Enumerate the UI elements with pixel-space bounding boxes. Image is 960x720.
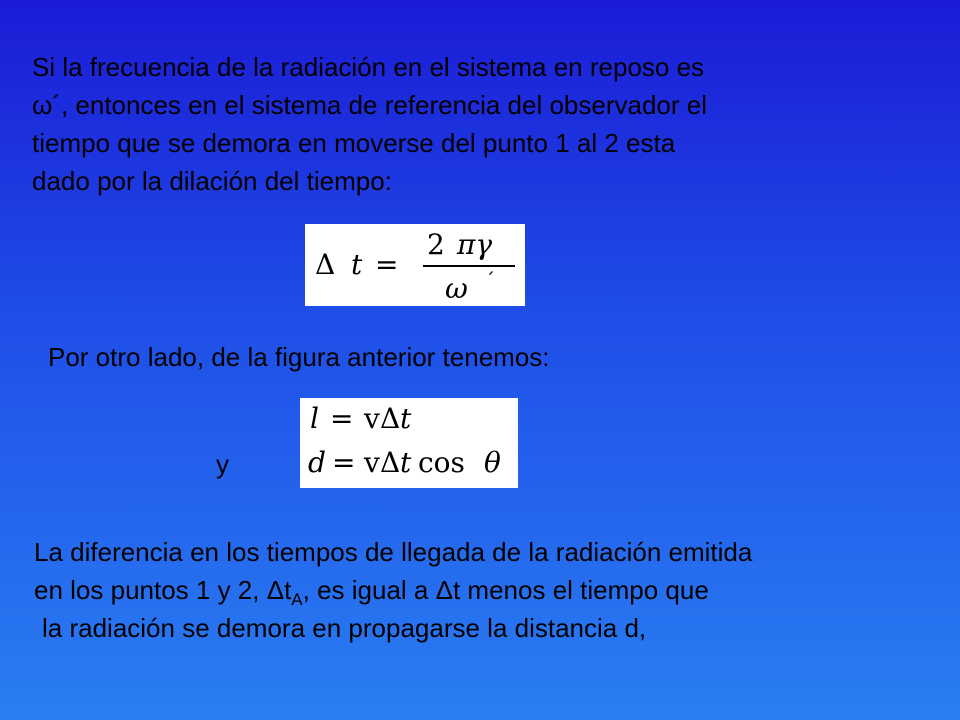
eq2-d-cos: cos (418, 446, 465, 479)
eq1-numerator-two: 2 (427, 228, 445, 261)
arrival-line-2-start: en los puntos 1 y 2, Δt (34, 575, 292, 605)
distance-equations (300, 398, 518, 488)
eq2-d-t: t (400, 446, 412, 479)
eq2-l-v: v (364, 402, 380, 435)
conjunction-label: y (216, 449, 229, 479)
time-dilation-equation (305, 224, 525, 306)
arrival-line-1: La diferencia en los tiempos de llegada de la radiación emitida (34, 537, 753, 567)
eq1-t: t (351, 248, 363, 281)
eq2-l-t: t (400, 402, 412, 435)
intro-line-3: tiempo que se demora en moverse del punto 1 al 2 esta (32, 128, 676, 158)
arrival-line-2-end: , es igual a Δt menos el tiempo que (302, 575, 709, 605)
eq1-equals: = (375, 248, 399, 281)
arrival-line-2-subscript: A (291, 590, 303, 609)
eq1-numerator-pi-gamma: πγ (457, 228, 493, 261)
eq2-l-equals: = (330, 402, 354, 435)
intro-paragraph (32, 48, 707, 200)
arrival-time-paragraph (34, 533, 752, 647)
eq2-l: l (310, 402, 319, 435)
eq1-denominator-omega: ω (445, 272, 468, 305)
eq2-d-equals: = (332, 446, 356, 479)
eq2-d: d (308, 446, 326, 479)
eq1-delta: Δ (315, 248, 336, 281)
intro-line-1: Si la frecuencia de la radiación en el sistema en reposo es (32, 52, 705, 82)
figure-reference-text: Por otro lado, de la figura anterior tenemos: (48, 342, 550, 372)
intro-line-4: dado por la dilación del tiempo: (32, 166, 392, 196)
arrival-line-3: la radiación se demora en propagarse la distancia d, (42, 613, 647, 643)
eq2-d-theta: θ (484, 446, 501, 479)
eq1-fraction-bar (423, 265, 515, 267)
arrival-line-2 (34, 571, 752, 609)
eq2-d-v: v (364, 446, 380, 479)
eq2-d-delta: Δ (380, 446, 401, 479)
eq1-denominator-prime: ´ (485, 268, 495, 292)
eq2-l-delta: Δ (380, 402, 401, 435)
intro-line-2: ω´, entonces en el sistema de referencia del observador el (32, 90, 707, 120)
